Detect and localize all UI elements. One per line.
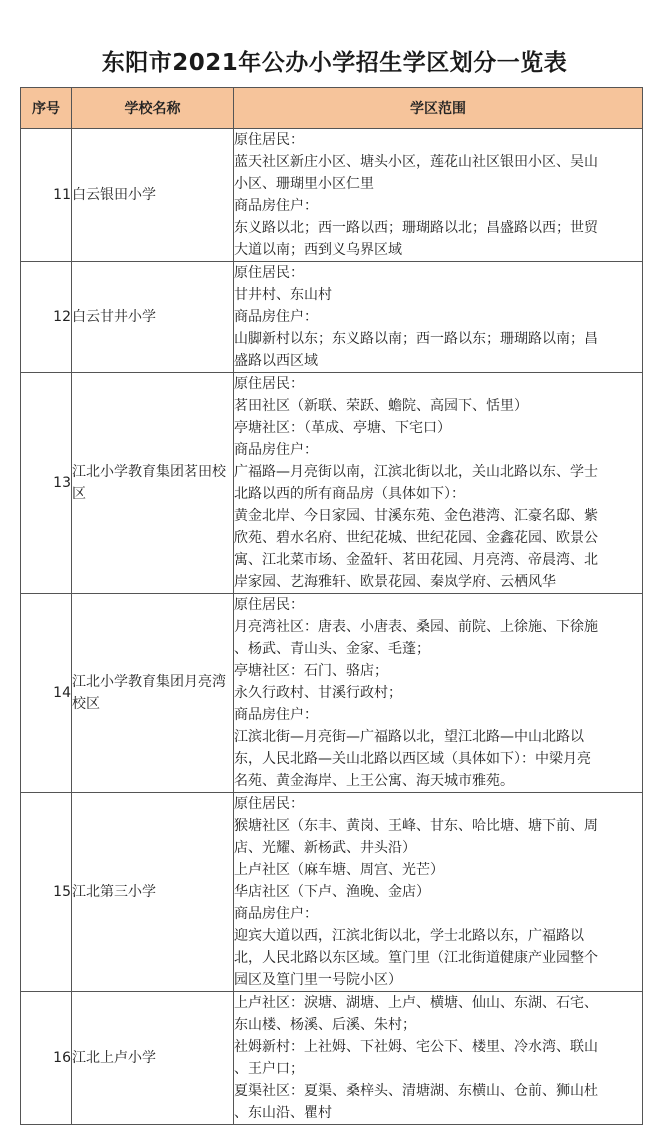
scope-line: 华店社区（下卢、渔晚、金店） — [234, 884, 430, 900]
scope-line: 欣苑、碧水名府、世纪花城、世纪花园、金鑫花园、欧景公 — [234, 530, 598, 546]
district-scope — [234, 129, 643, 262]
scope-line: 商品房住户： — [234, 442, 318, 458]
district-scope — [234, 992, 643, 1125]
scope-line: 东义路以北；西一路以西；珊瑚路以北；昌盛路以西；世贸 — [234, 220, 598, 236]
scope-line: 原住居民： — [234, 796, 304, 812]
scope-line: 盛路以西区域 — [234, 353, 318, 369]
scope-line: 亭塘社区：石门、骆店； — [234, 663, 388, 679]
scope-line: 江滨北街—月亮街—广福路以北，望江北路—中山北路以 — [234, 729, 584, 745]
scope-line: 夏渠社区：夏渠、桑梓头、清塘湖、东横山、仓前、狮山杜 — [234, 1083, 598, 1099]
scope-line: 山脚新村以东；东义路以南；西一路以东；珊瑚路以南；昌 — [234, 331, 598, 347]
table-header-row — [21, 88, 643, 129]
row-number: 14 — [21, 594, 72, 793]
scope-line: 茗田社区（新联、荣跃、蟾院、高园下、恬里） — [234, 398, 528, 414]
school-name: 江北上卢小学 — [72, 992, 234, 1125]
scope-line: 岸家园、艺海雅轩、欧景花园、秦岚学府、云栖风华 — [234, 574, 556, 590]
scope-line: 黄金北岸、今日家园、甘溪东苑、金色港湾、汇豪名邸、紫 — [234, 508, 598, 524]
scope-line: 寓、江北菜市场、金盈轩、茗田花园、月亮湾、帝晨湾、北 — [234, 552, 598, 568]
scope-line: 原住居民： — [234, 376, 304, 392]
scope-line: 小区、珊瑚里小区仁里 — [234, 176, 374, 192]
table-row — [21, 262, 643, 373]
scope-line: 迎宾大道以西，江滨北街以北，学士北路以东，广福路以 — [234, 928, 584, 944]
header-scope: 学区范围 — [234, 88, 643, 129]
row-number: 12 — [21, 262, 72, 373]
scope-line: 亭塘社区：（革成、亭塘、下宅口） — [234, 420, 451, 436]
school-name: 白云甘井小学 — [72, 262, 234, 373]
scope-line: 北路以西的所有商品房（具体如下）： — [234, 486, 465, 502]
table-row — [21, 992, 643, 1125]
scope-line: 商品房住户： — [234, 198, 318, 214]
scope-line: 原住居民： — [234, 132, 304, 148]
scope-line: 原住居民： — [234, 265, 304, 281]
scope-line: 原住居民： — [234, 597, 304, 613]
row-number: 15 — [21, 793, 72, 992]
district-table — [20, 87, 643, 1125]
scope-line: 东，人民北路—关山北路以西区域（具体如下）：中梁月亮 — [234, 751, 591, 767]
table-row — [21, 129, 643, 262]
district-scope — [234, 373, 643, 594]
row-number: 13 — [21, 373, 72, 594]
scope-line: 月亮湾社区：唐表、小唐表、桑园、前院、上徐施、下徐施 — [234, 619, 598, 635]
scope-line: 、杨武、青山头、金家、毛蓬； — [234, 641, 430, 657]
scope-line: 、东山沿、瞿村 — [234, 1105, 332, 1121]
scope-line: 、王户口； — [234, 1061, 304, 1077]
page-title: 东阳市2021年公办小学招生学区划分一览表 — [101, 50, 568, 76]
school-name: 江北小学教育集团茗田校区 — [72, 373, 234, 594]
table-row — [21, 373, 643, 594]
scope-line: 上卢社区（麻车塘、周宫、光芒） — [234, 862, 444, 878]
scope-line: 大道以南；西到义乌界区域 — [234, 242, 402, 258]
school-name: 白云银田小学 — [72, 129, 234, 262]
scope-line: 店、光耀、新杨武、井头沿） — [234, 840, 416, 856]
scope-line: 商品房住户： — [234, 707, 318, 723]
scope-line: 东山楼、杨溪、后溪、朱村； — [234, 1017, 416, 1033]
header-no: 序号 — [21, 88, 72, 129]
scope-line: 名苑、黄金海岸、上王公寓、海天城市雅苑。 — [234, 773, 514, 789]
scope-line: 商品房住户： — [234, 906, 318, 922]
school-name: 江北第三小学 — [72, 793, 234, 992]
row-number: 16 — [21, 992, 72, 1125]
scope-line: 猴塘社区（东丰、黄岗、王峰、甘东、哈比塘、塘下前、周 — [234, 818, 598, 834]
scope-line: 北，人民北路以东区域。篁门里（江北街道健康产业园整个 — [234, 950, 598, 966]
table-row — [21, 793, 643, 992]
district-scope — [234, 262, 643, 373]
scope-line: 广福路—月亮街以南，江滨北街以北，关山北路以东、学士 — [234, 464, 598, 480]
scope-line: 蓝天社区新庄小区、塘头小区，莲花山社区银田小区、吴山 — [234, 154, 598, 170]
header-school: 学校名称 — [72, 88, 234, 129]
district-scope — [234, 793, 643, 992]
school-name: 江北小学教育集团月亮湾校区 — [72, 594, 234, 793]
row-number: 11 — [21, 129, 72, 262]
scope-line: 园区及篁门里一号院小区） — [234, 972, 402, 988]
scope-line: 上卢社区：淚塘、湖塘、上卢、横塘、仙山、东湖、石宅、 — [234, 995, 598, 1011]
district-scope — [234, 594, 643, 793]
scope-line: 永久行政村、甘溪行政村； — [234, 685, 402, 701]
table-row — [21, 594, 643, 793]
scope-line: 商品房住户： — [234, 309, 318, 325]
scope-line: 社姆新村：上社姆、下社姆、宅公下、楼里、冷水湾、联山 — [234, 1039, 598, 1055]
scope-line: 甘井村、东山村 — [234, 287, 332, 303]
